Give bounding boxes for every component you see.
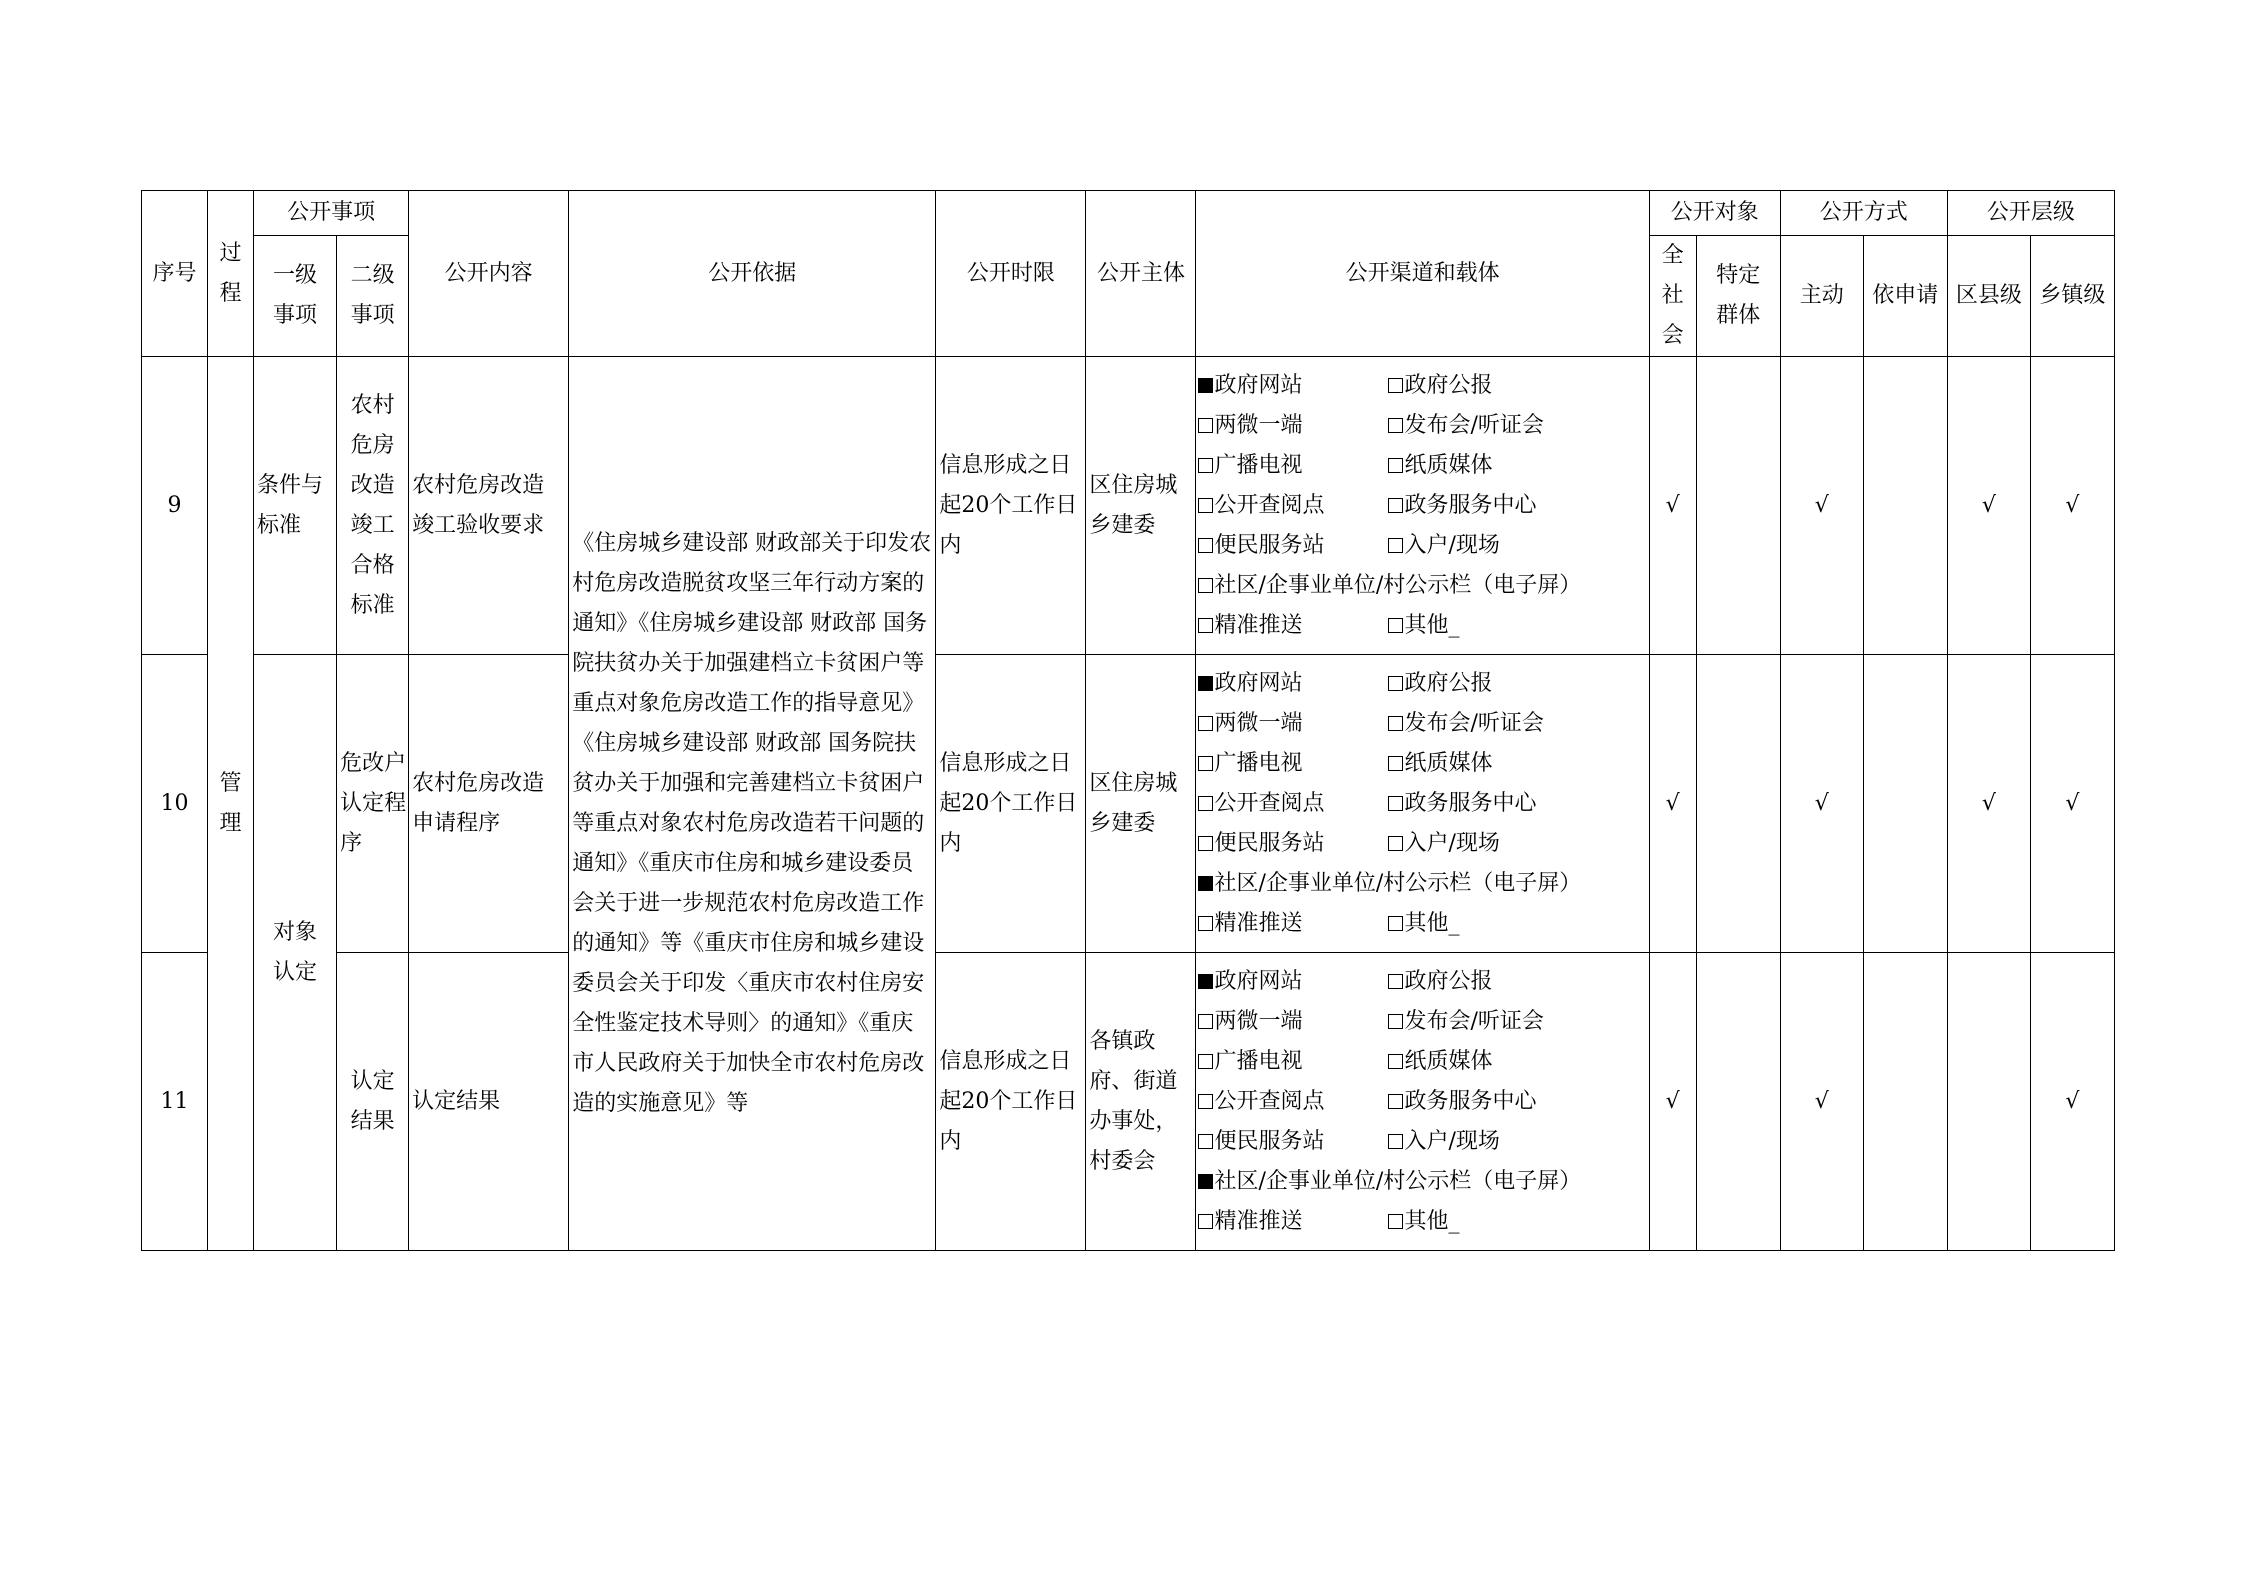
channel-item: [1198, 486, 1388, 526]
channel-label: 其他_: [1404, 1208, 1460, 1234]
row-level2-text: 农村危房改造竣工合格标准: [350, 392, 395, 618]
channel-label: 纸质媒体: [1404, 452, 1493, 478]
checked-box-icon: [1198, 676, 1213, 691]
row-audience-all: √: [1649, 357, 1696, 655]
channel-item: [1388, 1082, 1536, 1122]
channel-item: [1198, 962, 1388, 1002]
unchecked-box-icon: [1388, 836, 1403, 851]
table-row: [142, 953, 2115, 1251]
header-level2: [337, 236, 409, 357]
row-audience-specific: [1696, 953, 1780, 1251]
unchecked-box-icon: [1388, 618, 1403, 633]
channel-label: 政务服务中心: [1404, 1088, 1537, 1114]
header-timelimit: 公开时限: [936, 191, 1086, 357]
channel-label: 两微一端: [1214, 412, 1303, 438]
channel-label: 广播电视: [1214, 452, 1303, 478]
row-subject: 区住房城乡建委: [1086, 655, 1196, 953]
row-level1: [254, 655, 337, 1251]
header-channels: 公开渠道和载体: [1196, 191, 1649, 357]
channel-label: 发布会/听证会: [1404, 1008, 1544, 1034]
checked-box-icon: [1198, 876, 1213, 891]
header-process: [208, 191, 254, 357]
channel-label: 纸质媒体: [1404, 1048, 1493, 1074]
header-audience-specific: [1696, 236, 1780, 357]
channel-item: [1198, 606, 1388, 646]
channel-item: [1198, 1202, 1388, 1242]
channel-item: [1388, 744, 1492, 784]
channel-label: 入户/现场: [1404, 1128, 1500, 1154]
channel-item: [1388, 784, 1536, 824]
channel-label: 政府网站: [1214, 670, 1303, 696]
header-level-town: 乡镇级: [2030, 236, 2114, 357]
row-mode-active: √: [1780, 953, 1863, 1251]
channel-item: [1198, 566, 1581, 606]
channel-item: [1198, 784, 1388, 824]
unchecked-box-icon: [1388, 974, 1403, 989]
row-mode-request: [1863, 655, 1947, 953]
channel-label: 精准推送: [1214, 612, 1303, 638]
channel-item: [1388, 606, 1459, 646]
unchecked-box-icon: [1388, 716, 1403, 731]
channel-label: 其他_: [1404, 910, 1460, 936]
unchecked-box-icon: [1198, 578, 1213, 593]
channel-label: 政府公报: [1404, 372, 1493, 398]
header-content: 公开内容: [409, 191, 569, 357]
row-audience-specific: [1696, 357, 1780, 655]
row-content: 认定结果: [409, 953, 569, 1251]
channel-item: [1198, 664, 1388, 704]
unchecked-box-icon: [1198, 1094, 1213, 1109]
channel-item: [1198, 366, 1388, 406]
row-channels: [1196, 953, 1649, 1251]
checked-box-icon: [1198, 1174, 1213, 1189]
channel-label: 社区/企事业单位/村公示栏（电子屏）: [1214, 1168, 1582, 1194]
channel-item: [1198, 824, 1388, 864]
channel-label: 社区/企事业单位/村公示栏（电子屏）: [1214, 572, 1582, 598]
row-level1-text: 对象认定: [273, 919, 318, 985]
unchecked-box-icon: [1198, 618, 1213, 633]
channel-item: [1388, 664, 1492, 704]
channel-item: [1388, 824, 1499, 864]
row-audience-all: √: [1649, 953, 1696, 1251]
unchecked-box-icon: [1198, 796, 1213, 811]
channel-label: 政务服务中心: [1404, 790, 1537, 816]
unchecked-box-icon: [1388, 916, 1403, 931]
channel-label: 公开查阅点: [1214, 492, 1325, 518]
channel-item: [1198, 744, 1388, 784]
process-cell: [208, 357, 254, 1251]
unchecked-box-icon: [1198, 836, 1213, 851]
unchecked-box-icon: [1198, 1134, 1213, 1149]
checked-box-icon: [1198, 974, 1213, 989]
channel-item: [1198, 864, 1581, 904]
header-subject: 公开主体: [1086, 191, 1196, 357]
row-content: 农村危房改造竣工验收要求: [409, 357, 569, 655]
channel-label: 广播电视: [1214, 750, 1303, 776]
channel-label: 发布会/听证会: [1404, 412, 1544, 438]
row-timelimit: 信息形成之日起20个工作日内: [936, 357, 1086, 655]
unchecked-box-icon: [1198, 418, 1213, 433]
channel-label: 精准推送: [1214, 910, 1303, 936]
channel-label: 入户/现场: [1404, 532, 1500, 558]
channel-item: [1198, 1122, 1388, 1162]
channel-item: [1388, 904, 1459, 944]
unchecked-box-icon: [1198, 498, 1213, 513]
header-level2-text: 二级事项: [350, 263, 395, 328]
row-level2-text: 认定结果: [350, 1068, 395, 1134]
unchecked-box-icon: [1198, 1054, 1213, 1069]
channel-item: [1198, 446, 1388, 486]
table-row: [142, 655, 2115, 953]
channel-label: 公开查阅点: [1214, 1088, 1325, 1114]
channel-item: [1388, 526, 1499, 566]
channel-item: [1388, 962, 1492, 1002]
unchecked-box-icon: [1198, 538, 1213, 553]
channel-item: [1198, 1162, 1581, 1202]
unchecked-box-icon: [1388, 498, 1403, 513]
channel-label: 政府网站: [1214, 968, 1303, 994]
header-level-county: 区县级: [1947, 236, 2030, 357]
channel-item: [1388, 1002, 1543, 1042]
row-level2-text: 危改户认定程序: [340, 750, 407, 856]
table-row: [142, 357, 2115, 655]
channel-label: 政府网站: [1214, 372, 1303, 398]
unchecked-box-icon: [1198, 1014, 1213, 1029]
channel-item: [1198, 1082, 1388, 1122]
basis-cell: 《住房城乡建设部 财政部关于印发农村危房改造脱贫攻坚三年行动方案的通知》《住房城乡建设部 财政部 国务院扶贫办关于加强建档立卡贫困户等重点对象危房改造工作的指导意见》《住房城乡建设部 财政部 国务院扶贫办关于加强和完善建档立卡贫困户等重点对象农村危房改造若干问题的通知》《重庆市住房和城乡建设委员会关于进一步规范农村危房改造工作的通知》等《重庆市住房和城乡建设委员会关于印发〈重庆市农村住房安全性鉴定技术导则〉的通知》《重庆市人民政府关于加快全市农村危房改造的实施意见》等: [569, 357, 936, 1251]
row-level2: [337, 357, 409, 655]
unchecked-box-icon: [1198, 756, 1213, 771]
process-text: 管理: [219, 770, 242, 836]
unchecked-box-icon: [1388, 676, 1403, 691]
unchecked-box-icon: [1388, 756, 1403, 771]
channel-label: 精准推送: [1214, 1208, 1303, 1234]
checked-box-icon: [1198, 378, 1213, 393]
unchecked-box-icon: [1388, 1214, 1403, 1229]
channel-label: 入户/现场: [1404, 830, 1500, 856]
unchecked-box-icon: [1388, 796, 1403, 811]
row-level-town: √: [2030, 655, 2114, 953]
disclosure-table: [141, 190, 2115, 1251]
row-seq: 9: [142, 357, 208, 655]
header-seq: 序号: [142, 191, 208, 357]
row-level-county: [1947, 953, 2030, 1251]
channel-item: [1198, 1002, 1388, 1042]
row-channels: [1196, 655, 1649, 953]
header-mode-request: 依申请: [1863, 236, 1947, 357]
header-mode: 公开方式: [1780, 191, 1947, 236]
unchecked-box-icon: [1388, 1134, 1403, 1149]
row-timelimit: 信息形成之日起20个工作日内: [936, 953, 1086, 1251]
channel-label: 纸质媒体: [1404, 750, 1493, 776]
header-level: 公开层级: [1947, 191, 2114, 236]
header-level1: [254, 236, 337, 357]
header-level1-text: 一级事项: [273, 263, 318, 328]
row-subject: 区住房城乡建委: [1086, 357, 1196, 655]
channel-item: [1198, 704, 1388, 744]
header-audience-all-text: 全社会: [1661, 243, 1684, 348]
row-seq: 10: [142, 655, 208, 953]
channel-label: 公开查阅点: [1214, 790, 1325, 816]
unchecked-box-icon: [1388, 418, 1403, 433]
row-mode-request: [1863, 953, 1947, 1251]
row-level2: [337, 953, 409, 1251]
channel-item: [1198, 1042, 1388, 1082]
unchecked-box-icon: [1198, 458, 1213, 473]
channel-label: 两微一端: [1214, 710, 1303, 736]
channel-label: 政府公报: [1404, 670, 1493, 696]
unchecked-box-icon: [1198, 1214, 1213, 1229]
unchecked-box-icon: [1198, 916, 1213, 931]
row-channels: [1196, 357, 1649, 655]
unchecked-box-icon: [1198, 716, 1213, 731]
unchecked-box-icon: [1388, 538, 1403, 553]
row-timelimit: 信息形成之日起20个工作日内: [936, 655, 1086, 953]
header-items: 公开事项: [254, 191, 409, 236]
unchecked-box-icon: [1388, 1054, 1403, 1069]
channel-item: [1388, 406, 1543, 446]
row-content: 农村危房改造申请程序: [409, 655, 569, 953]
row-mode-active: √: [1780, 655, 1863, 953]
channel-item: [1198, 904, 1388, 944]
channel-item: [1388, 446, 1492, 486]
row-level-county: √: [1947, 655, 2030, 953]
channel-label: 两微一端: [1214, 1008, 1303, 1034]
channel-label: 其他_: [1404, 612, 1460, 638]
row-mode-request: [1863, 357, 1947, 655]
channel-label: 便民服务站: [1214, 1128, 1325, 1154]
row-audience-all: √: [1649, 655, 1696, 953]
channel-label: 政务服务中心: [1404, 492, 1537, 518]
channel-item: [1388, 1122, 1499, 1162]
row-seq: 11: [142, 953, 208, 1251]
channel-item: [1388, 1202, 1459, 1242]
header-process-text: 过程: [219, 240, 242, 306]
channel-label: 便民服务站: [1214, 532, 1325, 558]
header-audience-all: [1649, 236, 1696, 357]
row-subject: 各镇政府、街道办事处，村委会: [1086, 953, 1196, 1251]
row-level-town: √: [2030, 953, 2114, 1251]
row-audience-specific: [1696, 655, 1780, 953]
row-level1: 条件与标准: [254, 357, 337, 655]
channel-item: [1388, 366, 1492, 406]
header-row-1: [142, 191, 2115, 236]
header-audience-specific-text: 特定群体: [1716, 263, 1761, 328]
unchecked-box-icon: [1388, 1094, 1403, 1109]
header-basis: 公开依据: [569, 191, 936, 357]
unchecked-box-icon: [1388, 458, 1403, 473]
channel-label: 发布会/听证会: [1404, 710, 1544, 736]
channel-item: [1388, 704, 1543, 744]
row-mode-active: √: [1780, 357, 1863, 655]
row-level-town: √: [2030, 357, 2114, 655]
channel-item: [1198, 526, 1388, 566]
channel-label: 社区/企事业单位/村公示栏（电子屏）: [1214, 870, 1582, 896]
header-audience: 公开对象: [1649, 191, 1780, 236]
channel-item: [1388, 1042, 1492, 1082]
channel-label: 广播电视: [1214, 1048, 1303, 1074]
header-mode-active: 主动: [1780, 236, 1863, 357]
row-level-county: √: [1947, 357, 2030, 655]
channel-item: [1198, 406, 1388, 446]
unchecked-box-icon: [1388, 1014, 1403, 1029]
channel-label: 政府公报: [1404, 968, 1493, 994]
row-level2: [337, 655, 409, 953]
channel-label: 便民服务站: [1214, 830, 1325, 856]
unchecked-box-icon: [1388, 378, 1403, 393]
channel-item: [1388, 486, 1536, 526]
